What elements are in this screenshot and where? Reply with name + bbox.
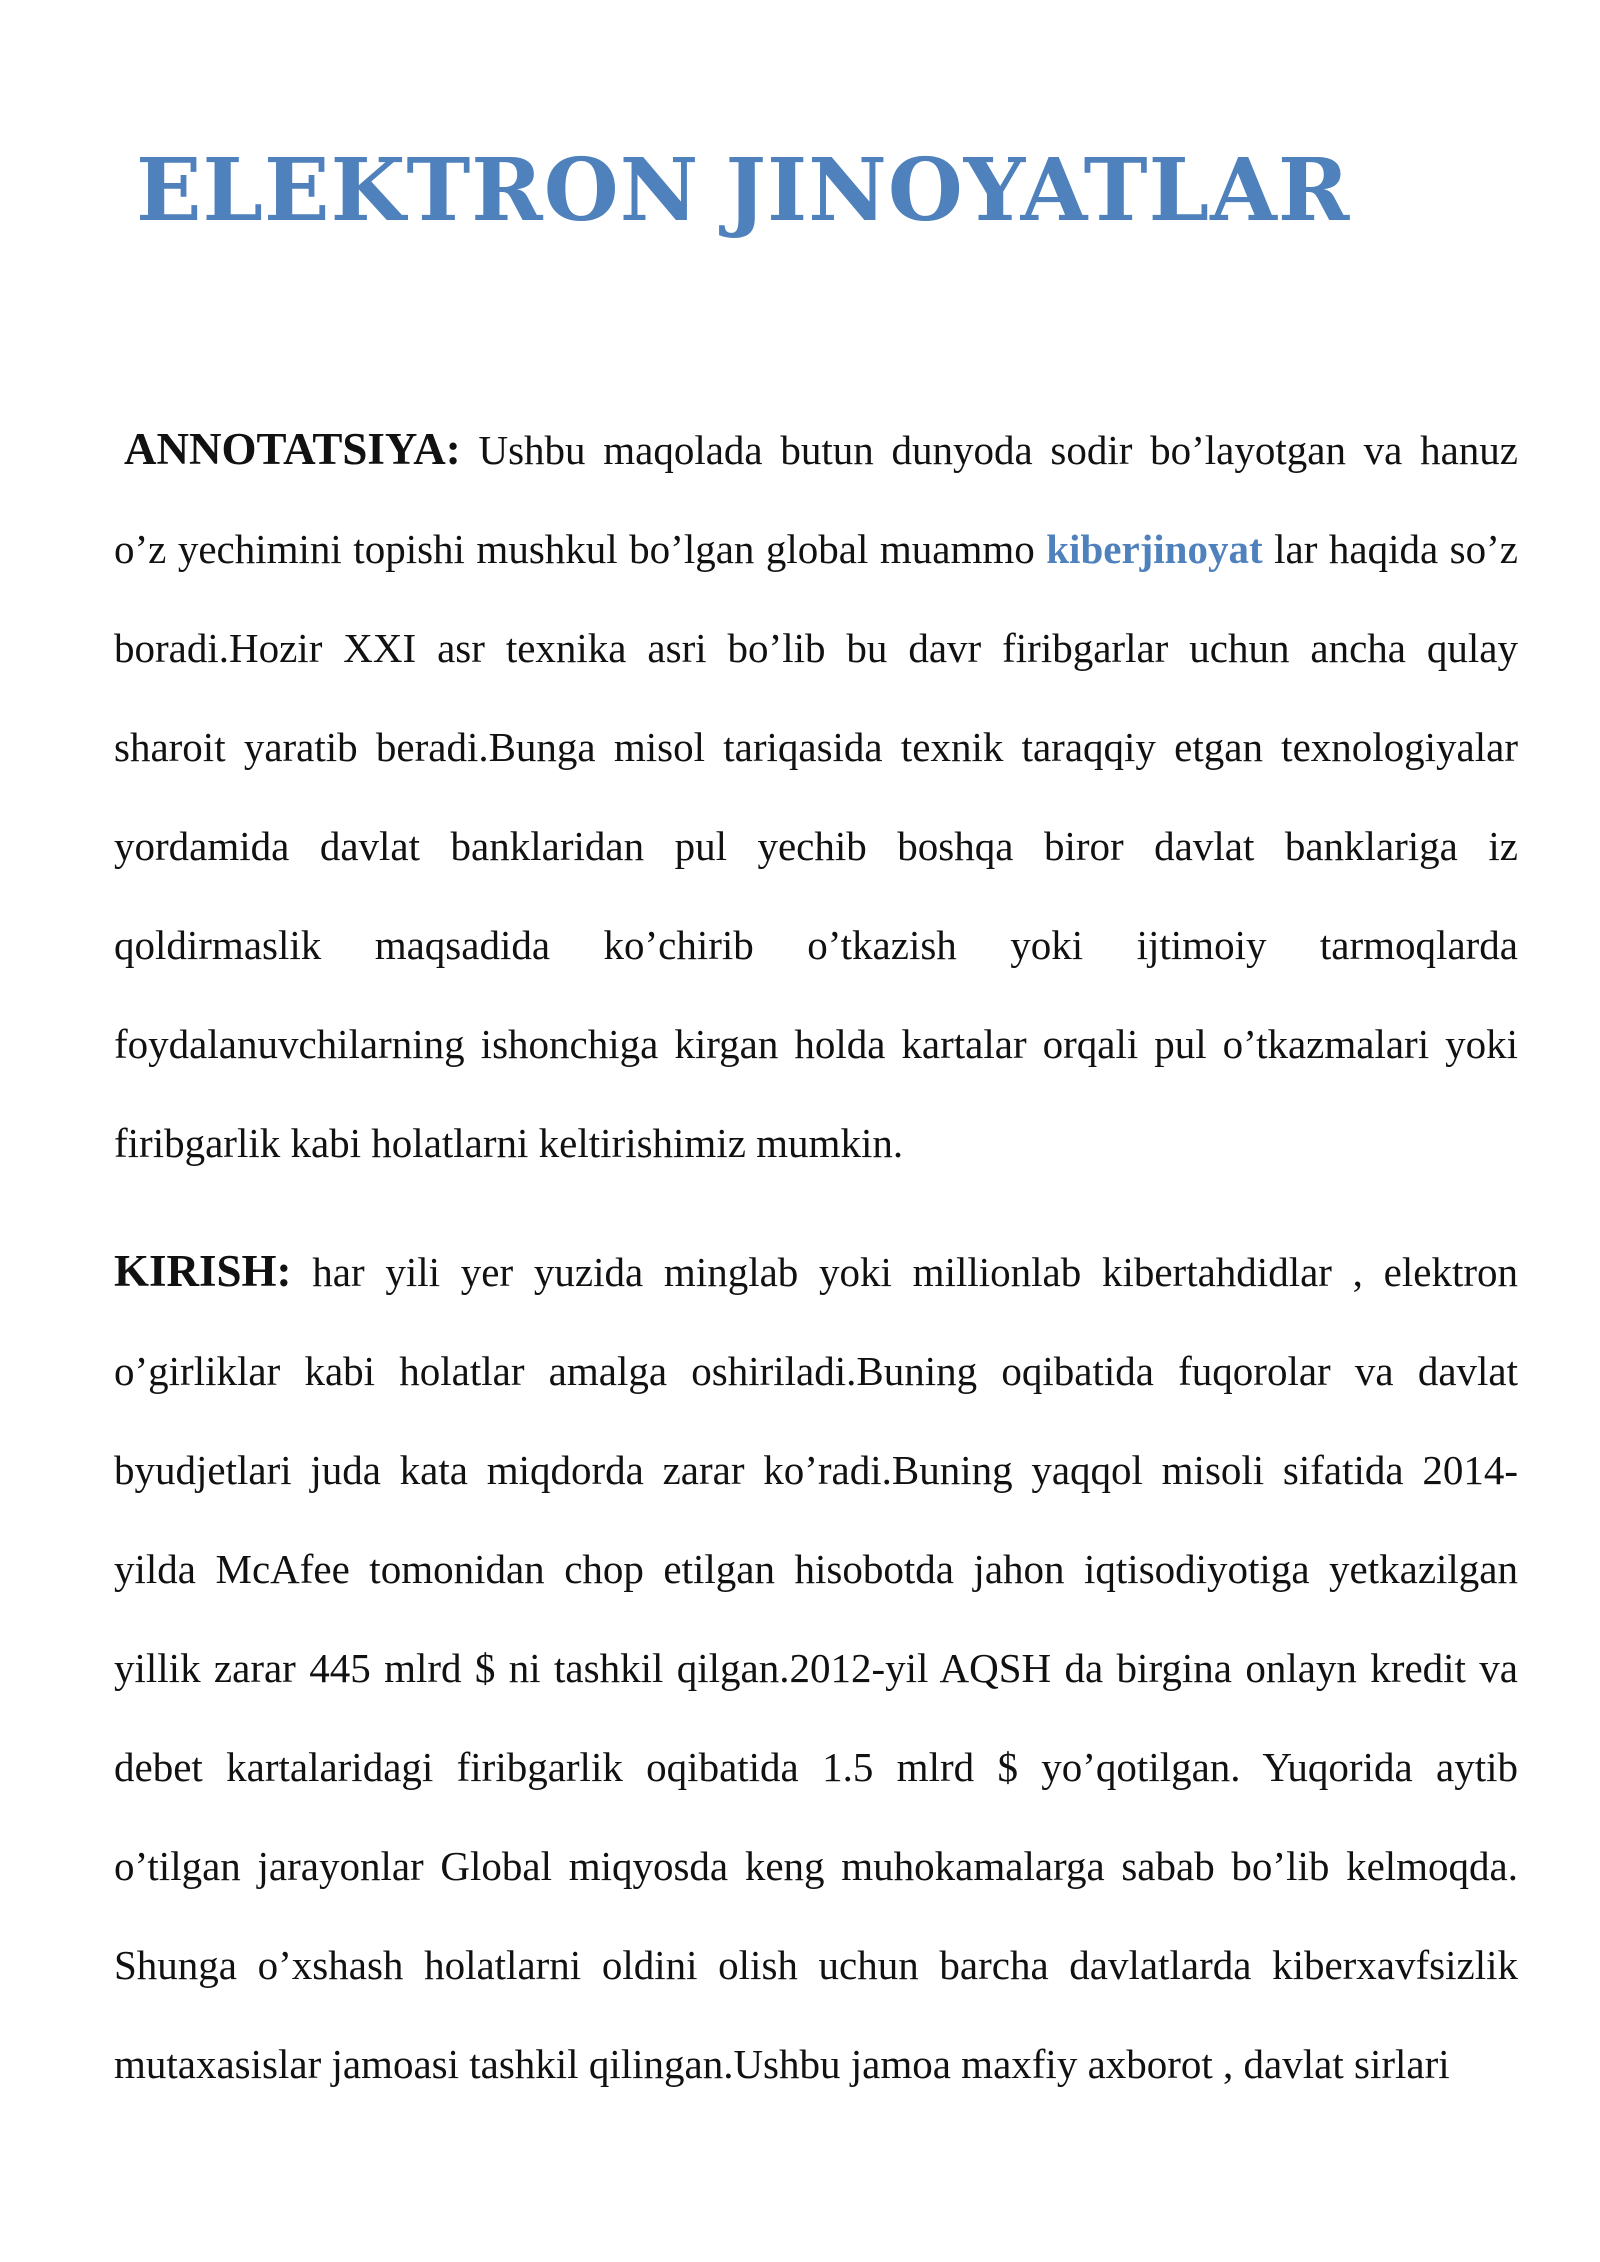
abstract-keyword: kiberjinoyat [1046,526,1263,572]
abstract-paragraph [114,400,1518,1193]
title-word-1: ELEKTRON [136,140,700,241]
introduction-paragraph [114,1222,1518,2114]
abstract-text-part-1: Ushbu maqolada butun dunyoda sodir bo’layotgan va hanuz o’z yechimini topishi mushkul bo’lgan global muammo [114,427,1518,572]
introduction-label: KIRISH: [114,1246,292,1296]
document-title [136,140,1351,241]
title-word-2: JINOYATLAR [725,140,1351,241]
abstract-label: ANNOTATSIYA: [124,424,461,474]
introduction-text: har yili yer yuzida minglab yoki millionlab kibertahdidlar , elektron o’girliklar kabi holatlar amalga oshiriladi.Buning oqibatida fuqorolar va davlat byudjetlari juda kata miqdorda zarar ko’radi.Buning yaqqol misoli sifatida 2014-yilda McAfee tomonidan chop etilgan hisobotda jahon iqtisodiyotiga yetkazilgan yillik zarar 445 mlrd $ ni tashkil qilgan.2012-yil AQSH da birgina onlayn kredit va debet kartalaridagi firibgarlik oqibatida 1.5 mlrd $ yo’qotilgan. Yuqorida aytib o’tilgan jarayonlar Global miqyosda keng muhokamalarga sabab bo’lib kelmoqda. Shunga o’xshash holatlarni oldini olish uchun barcha davlatlarda kiberxavfsizlik mutaxasislar jamoasi tashkil qilingan.Ushbu jamoa maxfiy axborot , davlat sirlari [114,1249,1518,2087]
abstract-text-part-2: lar haqida so’z boradi.Hozir XXI asr texnika asri bo’lib bu davr firibgarlar uchun ancha qulay sharoit yaratib beradi.Bunga misol tariqasida texnik taraqqiy etgan texnologiyalar yordamida davlat banklaridan pul yechib boshqa biror davlat banklariga iz qoldirmaslik maqsadida ko’chirib o’tkazish yoki ijtimoiy tarmoqlarda foydalanuvchilarning ishonchiga kirgan holda kartalar orqali pul o’tkazmalari yoki firibgarlik kabi holatlarni keltirishimiz mumkin. [114,526,1518,1166]
